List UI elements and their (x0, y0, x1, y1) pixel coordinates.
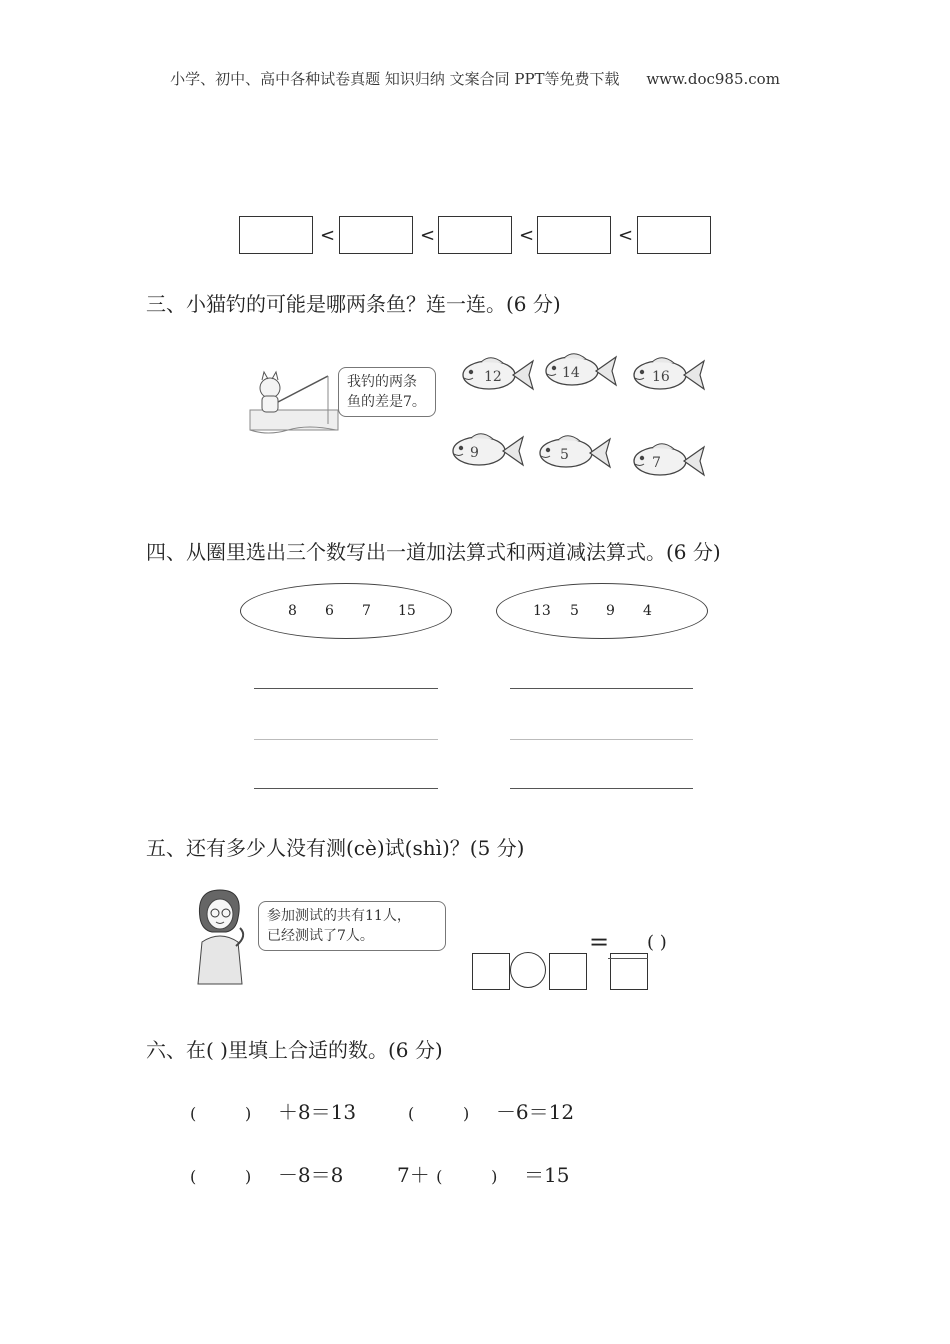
answer-line[interactable] (254, 739, 438, 740)
number-set-1 (240, 583, 452, 639)
set2-num-4: 4 (643, 603, 652, 619)
header-url[interactable]: www.doc985.com (646, 70, 780, 88)
number-set-2 (496, 583, 708, 639)
set2-num-1: 13 (533, 603, 551, 619)
less-than-3: < (519, 225, 535, 246)
fish-7-label: 7 (652, 455, 661, 471)
operator-circle[interactable] (510, 952, 546, 988)
set2-num-2: 5 (570, 603, 579, 619)
fish-group (440, 345, 720, 485)
answer-line[interactable] (510, 688, 693, 689)
fish-14[interactable] (546, 354, 616, 385)
fish-14-label: 14 (562, 365, 580, 381)
unit-paren: ( ) (647, 932, 667, 953)
fish-12[interactable] (463, 358, 533, 389)
blank-close[interactable]: ) (462, 1104, 470, 1123)
blank-open[interactable]: ( (408, 1104, 415, 1123)
answer-line[interactable] (254, 688, 438, 689)
blank-close[interactable]: ) (491, 1167, 498, 1186)
set1-num-4: 15 (398, 603, 416, 619)
q3-bubble-line-1: 我钓的两条 (347, 374, 417, 390)
answer-box-1[interactable] (472, 953, 510, 990)
equation-1 (190, 1096, 356, 1125)
fish-9[interactable] (453, 434, 523, 465)
q5-speech-bubble (258, 901, 446, 951)
fish-9-label: 9 (470, 445, 479, 461)
teacher-illustration (186, 886, 256, 986)
blank-close[interactable]: ) (244, 1104, 252, 1123)
blank-open[interactable]: ( (190, 1167, 197, 1186)
q4-title: 四、从圈里选出三个数写出一道加法算式和两道减法算式。(6 分) (146, 540, 721, 564)
set1-num-1: 8 (288, 603, 297, 619)
fish-7[interactable] (634, 444, 704, 475)
equation-4 (397, 1159, 569, 1188)
order-box-3[interactable] (438, 216, 512, 254)
equation-3 (190, 1159, 343, 1188)
equation-3-text: －8＝8 (277, 1163, 344, 1187)
less-than-2: < (420, 225, 436, 246)
q3-speech-bubble (338, 367, 436, 417)
cat-fishing-illustration (248, 368, 343, 438)
order-box-4[interactable] (537, 216, 611, 254)
less-than-4: < (618, 225, 634, 246)
equation-1-text: ＋8＝13 (277, 1100, 357, 1124)
answer-line[interactable] (510, 739, 693, 740)
set1-num-3: 7 (362, 603, 371, 619)
q5-title: 五、还有多少人没有测(cè)试(shì)？(5 分) (146, 836, 525, 860)
equation-2 (408, 1096, 574, 1125)
order-box-5[interactable] (637, 216, 711, 254)
equation-4-prefix: 7＋ (397, 1163, 430, 1187)
fish-12-label: 12 (484, 369, 502, 385)
q3-title: 三、小猫钓的可能是哪两条鱼？连一连。(6 分) (146, 292, 561, 316)
q5-bubble-line-2: 已经测试了7人。 (267, 928, 374, 944)
equals-sign: = (589, 928, 610, 956)
fish-5[interactable] (540, 436, 610, 467)
blank-close[interactable]: ) (244, 1167, 252, 1186)
page-header (0, 68, 950, 89)
q3-bubble-line-2: 鱼的差是7。 (347, 394, 426, 410)
fish-16-label: 16 (652, 369, 670, 385)
answer-line[interactable] (510, 788, 693, 789)
header-text: 小学、初中、高中各种试卷真题 知识归纳 文案合同 PPT等免费下载 (170, 70, 620, 88)
unit-line (608, 958, 648, 959)
q5-bubble-line-1: 参加测试的共有11人， (267, 908, 411, 924)
answer-box-2[interactable] (549, 953, 587, 990)
equation-2-text: －6＝12 (495, 1100, 575, 1124)
less-than-1: < (320, 225, 336, 246)
equation-4-text: ＝15 (524, 1163, 570, 1187)
fish-5-label: 5 (560, 447, 569, 463)
blank-open[interactable]: ( (436, 1167, 443, 1186)
blank-open[interactable]: ( (190, 1104, 197, 1123)
answer-line[interactable] (254, 788, 438, 789)
set2-num-3: 9 (606, 603, 615, 619)
fish-16[interactable] (634, 358, 704, 389)
set1-num-2: 6 (325, 603, 334, 619)
q6-title: 六、在( )里填上合适的数。(6 分) (146, 1038, 443, 1062)
order-box-1[interactable] (239, 216, 313, 254)
order-box-2[interactable] (339, 216, 413, 254)
